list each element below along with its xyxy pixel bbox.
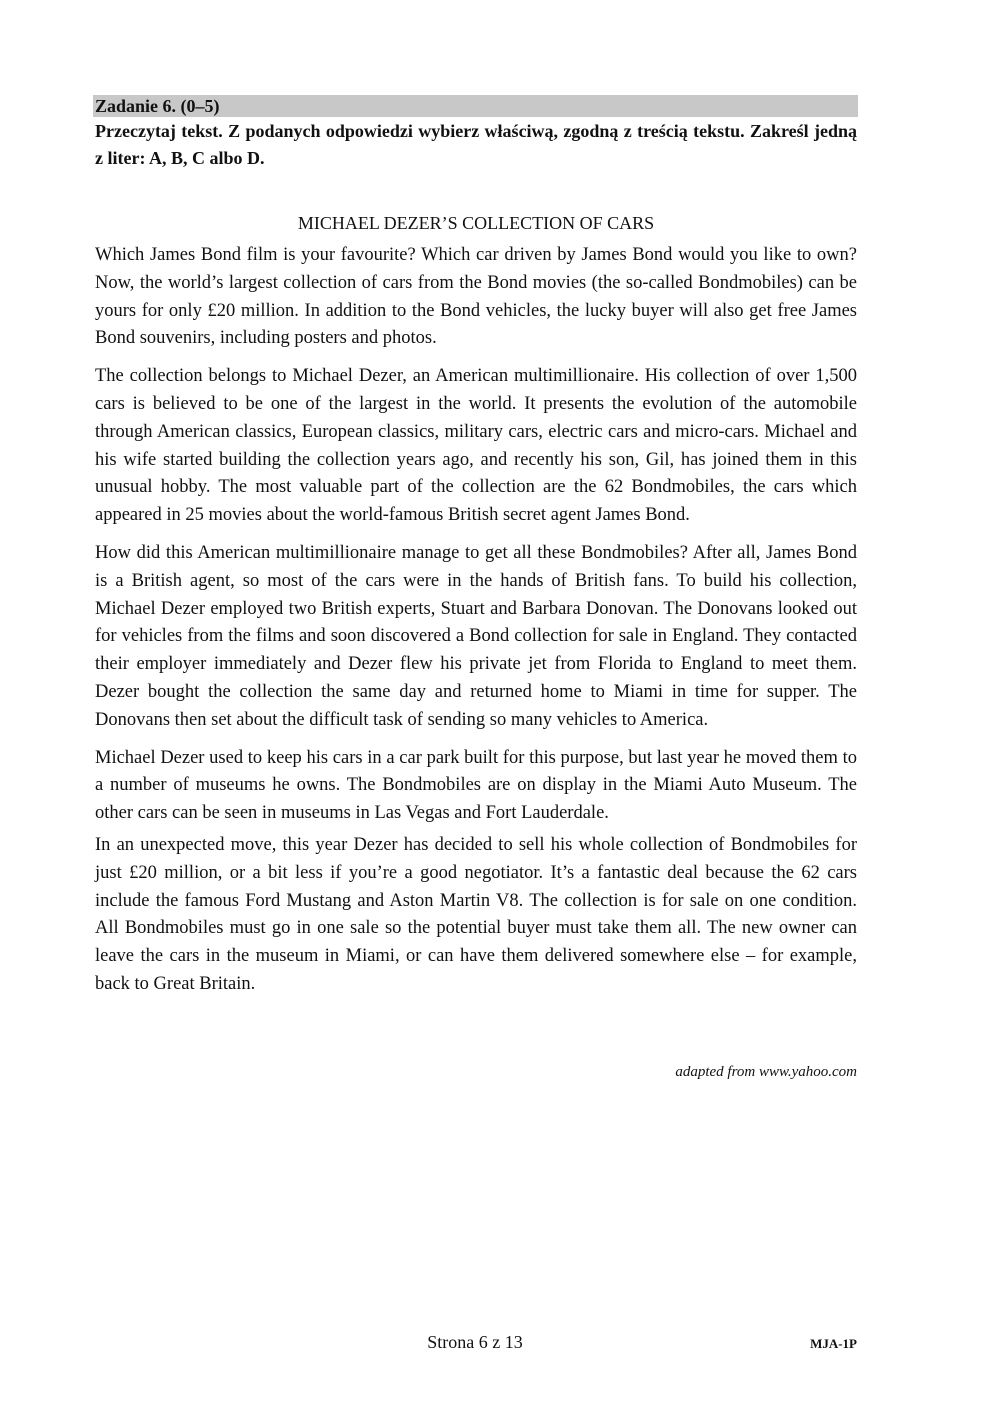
article-source: adapted from www.yahoo.com xyxy=(675,1064,857,1080)
task-instruction: Przeczytaj tekst. Z podanych odpowiedzi wybierz właściwą, zgodną z treścią tekstu. Zakreśl jedną z liter: A, B, C albo D. xyxy=(95,121,857,168)
article-paragraph: The collection belongs to Michael Dezer, an American multimillionaire. His collection of over 1,500 cars is believed to be one of the largest in the world. It presents the evolution of the automobile through American classics, European classics, military cars, electric cars and micro-cars. Michael and his wife started building the collection years ago, and recently his son, Gil, has joined them in this unusual hobby. The most valuable part of the collection are the 62 Bondmobiles, the cars which appeared in 25 movies about the world-famous British secret agent James Bond. xyxy=(95,366,857,526)
article-paragraph: Michael Dezer used to keep his cars in a car park built for this purpose, but last year he moved them to a number of museums he owns. The Bondmobiles are on display in the Miami Auto Museum. The other cars can be seen in museums in Las Vegas and Fort Lauderdale. xyxy=(95,747,857,824)
document-code: MJA-1P xyxy=(810,1336,857,1351)
article-body xyxy=(95,242,857,1009)
article-title: MICHAEL DEZER’S COLLECTION OF CARS xyxy=(297,213,655,233)
article-paragraph: How did this American multimillionaire manage to get all these Bondmobiles? After all, James Bond is a British agent, so most of the cars were in the hands of British fans. To build his collection, Michael Dezer employed two British experts, Stuart and Barbara Donovan. The Donovans looked out for vehicles from the films and soon discovered a Bond collection for sale in England. They contacted their employer immediately and Dezer flew his private jet from Florida to England to meet them. Dezer bought the collection the same day and returned home to Miami in time for supper. The Donovans then set about the difficult task of sending so many vehicles to America. xyxy=(95,542,857,730)
task-header: Zadanie 6. (0–5) xyxy=(93,95,858,117)
article-paragraph: In an unexpected move, this year Dezer has decided to sell his whole collection of Bondmobiles for just £20 million, or a bit less if you’re a good negotiator. It’s a fantastic deal because the 62 cars include the famous Ford Mustang and Aston Martin V8. The collection is for sale on one condition. All Bondmobiles must go in one sale so the potential buyer must take them all. The new owner can leave the cars in the museum in Miami, or can have them delivered somewhere else – for example, back to Great Britain. xyxy=(95,834,857,994)
article-paragraph: Which James Bond film is your favourite? Which car driven by James Bond would you like to own? Now, the world’s largest collection of cars from the Bond movies (the so-called Bondmobiles) can be yours for only £20 million. In addition to the Bond vehicles, the lucky buyer will also get free James Bond souvenirs, including posters and photos. xyxy=(95,245,857,349)
page-number: Strona 6 z 13 xyxy=(427,1332,523,1352)
